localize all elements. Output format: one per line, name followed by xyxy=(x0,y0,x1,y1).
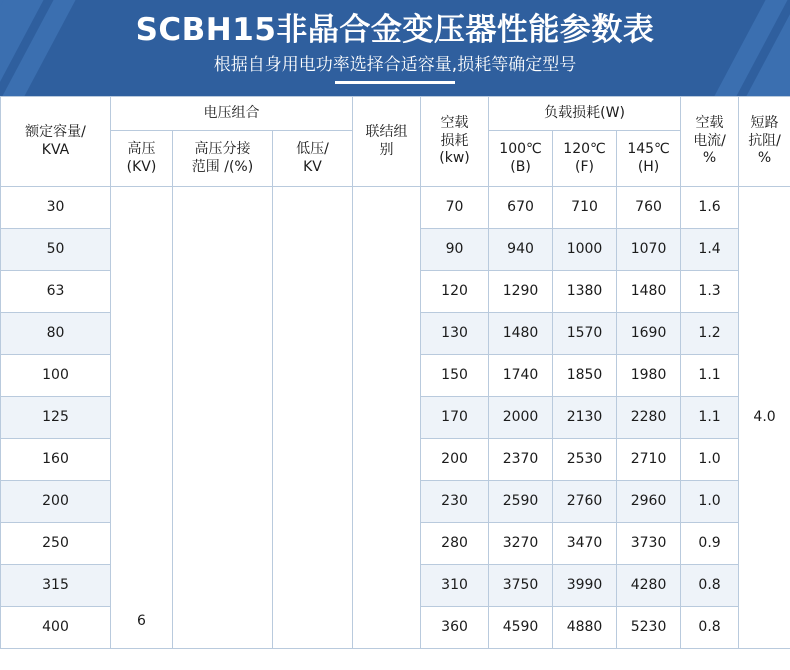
cell-no-load-loss: 230 xyxy=(421,481,489,523)
page-subtitle: 根据自身用电功率选择合适容量,损耗等确定型号 xyxy=(214,50,576,84)
cell-rated-capacity: 160 xyxy=(1,439,111,481)
header-hv-tap-line2: 范围 /(%) xyxy=(191,158,254,175)
header-hv-tap-line1: 高压分接 xyxy=(194,141,251,157)
cell-load-loss-120: 2530 xyxy=(553,439,617,481)
table-row xyxy=(1,187,790,229)
header-no-load-current-line1: 空载 xyxy=(695,115,724,132)
cell-load-loss-100: 670 xyxy=(489,187,553,229)
cell-no-load-loss: 170 xyxy=(421,397,489,439)
header-loss-100-line1: 100℃ xyxy=(499,141,542,157)
transformer-parameter-table xyxy=(0,96,790,649)
banner-content xyxy=(0,0,790,84)
header-low-voltage xyxy=(273,131,353,187)
cell-high-voltage: 6 xyxy=(111,187,173,649)
cell-load-loss-145: 1070 xyxy=(617,229,681,271)
cell-no-load-current: 0.8 xyxy=(681,607,739,649)
cell-load-loss-145: 2960 xyxy=(617,481,681,523)
cell-load-loss-100: 2000 xyxy=(489,397,553,439)
page-header-banner xyxy=(0,0,790,96)
cell-no-load-loss: 70 xyxy=(421,187,489,229)
cell-load-loss-120: 1000 xyxy=(553,229,617,271)
header-loss-100 xyxy=(489,131,553,187)
cell-no-load-loss: 90 xyxy=(421,229,489,271)
cell-load-loss-120: 2130 xyxy=(553,397,617,439)
cell-load-loss-100: 4590 xyxy=(489,607,553,649)
cell-rated-capacity: 400 xyxy=(1,607,111,649)
header-short-circuit-impedance xyxy=(739,97,790,187)
header-rated-capacity xyxy=(1,97,111,187)
cell-load-loss-145: 760 xyxy=(617,187,681,229)
cell-no-load-current: 1.6 xyxy=(681,187,739,229)
cell-no-load-loss: 360 xyxy=(421,607,489,649)
cell-load-loss-120: 1570 xyxy=(553,313,617,355)
header-hv-tap-range xyxy=(173,131,273,187)
cell-load-loss-100: 1290 xyxy=(489,271,553,313)
cell-no-load-loss: 130 xyxy=(421,313,489,355)
cell-load-loss-100: 940 xyxy=(489,229,553,271)
cell-rated-capacity: 100 xyxy=(1,355,111,397)
page-title: SCBH15非晶合金变压器性能参数表 xyxy=(135,12,655,48)
header-connection-group xyxy=(353,97,421,187)
header-low-voltage-line1: 低压/ xyxy=(296,141,329,157)
table-header-row-1 xyxy=(1,97,790,131)
cell-no-load-loss: 150 xyxy=(421,355,489,397)
cell-load-loss-145: 4280 xyxy=(617,565,681,607)
cell-hv-tap-range xyxy=(173,187,273,649)
cell-load-loss-145: 1980 xyxy=(617,355,681,397)
cell-load-loss-145: 5230 xyxy=(617,607,681,649)
table-body xyxy=(1,187,790,649)
header-loss-120 xyxy=(553,131,617,187)
header-no-load-loss xyxy=(421,97,489,187)
header-loss-145-line1: 145℃ xyxy=(627,141,670,157)
header-short-circuit-line3: % xyxy=(757,150,772,167)
header-no-load-loss-line3: (kw) xyxy=(439,150,470,167)
header-loss-120-line2: (F) xyxy=(575,158,595,175)
cell-rated-capacity: 50 xyxy=(1,229,111,271)
cell-no-load-current: 1.0 xyxy=(681,439,739,481)
cell-rated-capacity: 200 xyxy=(1,481,111,523)
cell-load-loss-145: 2710 xyxy=(617,439,681,481)
cell-connection-group xyxy=(353,187,421,649)
header-load-loss: 负载损耗(W) xyxy=(489,97,681,131)
header-short-circuit-line2: 抗阻/ xyxy=(748,132,781,149)
cell-rated-capacity: 30 xyxy=(1,187,111,229)
cell-no-load-current: 0.8 xyxy=(681,565,739,607)
cell-load-loss-120: 1380 xyxy=(553,271,617,313)
header-high-voltage-line2: (KV) xyxy=(126,158,157,175)
cell-no-load-loss: 200 xyxy=(421,439,489,481)
cell-load-loss-120: 3470 xyxy=(553,523,617,565)
cell-load-loss-120: 3990 xyxy=(553,565,617,607)
cell-load-loss-145: 3730 xyxy=(617,523,681,565)
cell-no-load-current: 1.0 xyxy=(681,481,739,523)
cell-short-circuit-impedance: 4.0 xyxy=(739,187,790,649)
header-rated-capacity-line1: 额定容量/ xyxy=(25,124,86,140)
cell-no-load-current: 1.4 xyxy=(681,229,739,271)
cell-rated-capacity: 80 xyxy=(1,313,111,355)
cell-load-loss-145: 1480 xyxy=(617,271,681,313)
cell-no-load-loss: 280 xyxy=(421,523,489,565)
cell-load-loss-100: 2370 xyxy=(489,439,553,481)
cell-no-load-current: 0.9 xyxy=(681,523,739,565)
header-loss-120-line1: 120℃ xyxy=(563,141,606,157)
header-no-load-current xyxy=(681,97,739,187)
header-high-voltage-line1: 高压 xyxy=(127,141,156,157)
cell-load-loss-100: 2590 xyxy=(489,481,553,523)
cell-no-load-current: 1.1 xyxy=(681,397,739,439)
header-no-load-current-line2: 电流/ xyxy=(693,132,726,149)
header-connection-group-line2: 别 xyxy=(379,141,394,158)
cell-rated-capacity: 63 xyxy=(1,271,111,313)
header-loss-145 xyxy=(617,131,681,187)
header-no-load-loss-line2: 损耗 xyxy=(440,132,469,149)
cell-load-loss-100: 3270 xyxy=(489,523,553,565)
cell-rated-capacity: 125 xyxy=(1,397,111,439)
header-connection-group-line1: 联结组 xyxy=(365,124,408,140)
header-no-load-loss-line1: 空载 xyxy=(440,115,469,132)
cell-rated-capacity: 250 xyxy=(1,523,111,565)
cell-load-loss-100: 3750 xyxy=(489,565,553,607)
header-high-voltage xyxy=(111,131,173,187)
cell-load-loss-145: 1690 xyxy=(617,313,681,355)
table-header xyxy=(1,97,790,187)
cell-load-loss-120: 1850 xyxy=(553,355,617,397)
header-short-circuit-line1: 短路 xyxy=(750,115,779,132)
cell-low-voltage xyxy=(273,187,353,649)
cell-no-load-current: 1.1 xyxy=(681,355,739,397)
header-no-load-current-line3: % xyxy=(702,150,717,167)
header-low-voltage-line2: KV xyxy=(303,158,322,175)
cell-load-loss-120: 4880 xyxy=(553,607,617,649)
cell-load-loss-100: 1740 xyxy=(489,355,553,397)
cell-load-loss-145: 2280 xyxy=(617,397,681,439)
cell-rated-capacity: 315 xyxy=(1,565,111,607)
header-voltage-combination: 电压组合 xyxy=(111,97,353,131)
cell-load-loss-120: 2760 xyxy=(553,481,617,523)
cell-no-load-current: 1.3 xyxy=(681,271,739,313)
cell-load-loss-100: 1480 xyxy=(489,313,553,355)
header-rated-capacity-line2: KVA xyxy=(41,141,70,158)
header-loss-145-line2: (H) xyxy=(637,158,660,175)
cell-load-loss-120: 710 xyxy=(553,187,617,229)
cell-no-load-loss: 120 xyxy=(421,271,489,313)
cell-no-load-loss: 310 xyxy=(421,565,489,607)
cell-no-load-current: 1.2 xyxy=(681,313,739,355)
header-loss-100-line2: (B) xyxy=(510,158,531,175)
